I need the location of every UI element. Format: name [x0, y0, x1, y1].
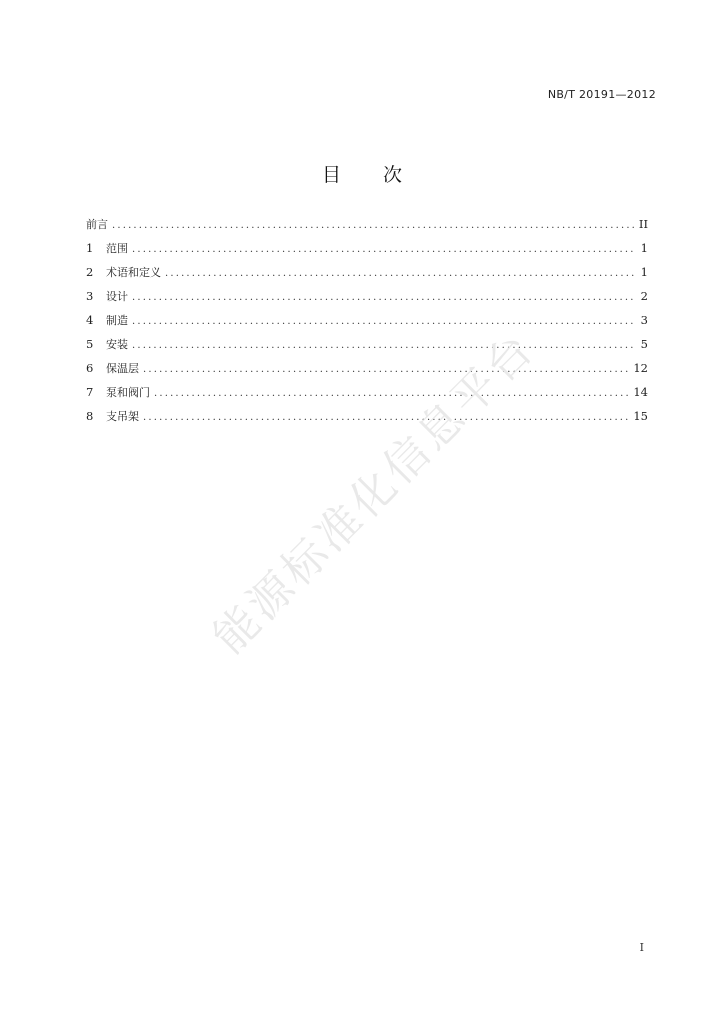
watermark: 能源标准化信息平台 [203, 322, 546, 664]
toc-entry-page: II [638, 217, 648, 231]
toc-entry-page: 3 [640, 313, 648, 327]
toc-list [86, 216, 648, 432]
toc-entry-design[interactable] [86, 288, 648, 312]
document-code: NB/T 20191—2012 [547, 88, 656, 101]
page-number: I [639, 941, 644, 954]
toc-leader-dots [132, 316, 634, 327]
toc-leader-dots [132, 340, 634, 351]
toc-leader-dots [143, 412, 629, 423]
toc-entry-insulation[interactable] [86, 360, 648, 384]
toc-leader-dots [143, 364, 629, 375]
toc-entry-foreword[interactable] [86, 216, 648, 240]
toc-entry-label: 泵和阀门 [106, 386, 150, 399]
toc-entry-number: 1 [86, 241, 94, 255]
toc-entry-number: 8 [86, 409, 94, 423]
toc-entry-page: 1 [640, 241, 648, 255]
toc-leader-dots [132, 244, 634, 255]
toc-title [0, 160, 724, 187]
toc-entry-number: 7 [86, 385, 94, 399]
toc-entry-label: 安装 [106, 338, 128, 351]
toc-leader-dots [132, 292, 634, 303]
toc-entry-label: 支吊架 [106, 410, 139, 423]
toc-entry-page: 1 [640, 265, 648, 279]
toc-entry-supports-hangers[interactable] [86, 408, 648, 432]
toc-entry-pumps-valves[interactable] [86, 384, 648, 408]
toc-entry-page: 15 [633, 409, 648, 423]
toc-entry-manufacturing[interactable] [86, 312, 648, 336]
toc-entry-scope[interactable] [86, 240, 648, 264]
toc-entry-page: 2 [640, 289, 648, 303]
toc-entry-label: 设计 [106, 290, 128, 303]
toc-entry-label: 范围 [106, 242, 128, 255]
toc-entry-installation[interactable] [86, 336, 648, 360]
toc-entry-label: 制造 [106, 314, 128, 327]
toc-title-part2: 次 [383, 164, 403, 186]
toc-entry-number: 3 [86, 289, 94, 303]
toc-entry-page: 12 [633, 361, 648, 375]
toc-entry-terms[interactable] [86, 264, 648, 288]
toc-entry-number: 2 [86, 265, 94, 279]
toc-title-part1: 目 [321, 164, 341, 186]
toc-leader-dots [154, 388, 629, 399]
toc-entry-page: 14 [633, 385, 648, 399]
toc-leader-dots [112, 220, 634, 231]
toc-entry-number: 6 [86, 361, 94, 375]
toc-entry-label: 前言 [86, 218, 108, 231]
toc-entry-number: 5 [86, 337, 94, 351]
toc-entry-number: 4 [86, 313, 94, 327]
toc-entry-label: 保温层 [106, 362, 139, 375]
toc-entry-label: 术语和定义 [106, 266, 161, 279]
toc-entry-page: 5 [640, 337, 648, 351]
toc-leader-dots [165, 268, 634, 279]
